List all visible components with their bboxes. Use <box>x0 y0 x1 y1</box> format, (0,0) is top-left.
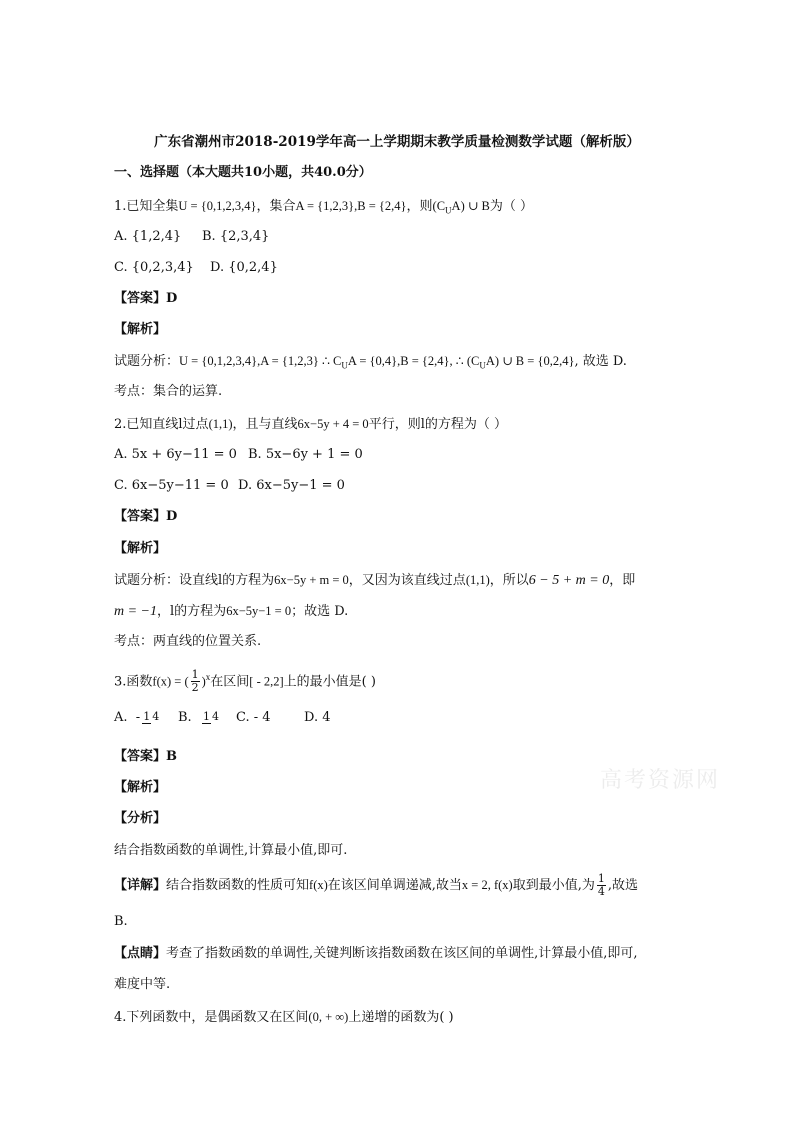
option-a: A. {1,2,4} <box>114 229 182 244</box>
option-b: B. 1 4 <box>178 710 219 725</box>
question-2-options-cd <box>114 477 754 495</box>
question-2-solution-line-2: m = −1，l的方程为6x−5y−1 = 0；故选 D. <box>114 604 349 619</box>
option-b: B. {2,3,4} <box>202 229 270 244</box>
question-3-comment-continued: 难度中等. <box>114 977 171 992</box>
question-1-analysis-label: 【解析】 <box>114 322 167 337</box>
option-b: B. 5x−6y + 1 = 0 <box>248 447 363 462</box>
question-3-fenxi-text: 结合指数函数的单调性,计算最小值,即可. <box>114 843 348 858</box>
page-title: 广东省潮州市2018-2019学年高一上学期期末教学质量检测数学试题（解析版） <box>154 134 640 150</box>
question-2-stem: 2.已知直线l过点(1,1)，且与直线6x−5y + 4 = 0平行，则l的方程为（ ） <box>114 417 507 432</box>
fraction: $\frac{1}{2}$ <box>191 668 199 695</box>
question-3-fenxi-label: 【分析】 <box>114 811 167 826</box>
option-d: D. 4 <box>304 710 331 725</box>
question-1-solution: 试题分析：U = {0,1,2,3,4},A = {1,2,3} ∴ $C_UA = \{0,4\},B = \{2,4\}$, ∴ $(C_UA)$ ∪ B = {0,2,4}, 故选 D. <box>114 354 627 371</box>
option-c: C. {0,2,3,4} <box>114 260 194 275</box>
question-3-answer: 【答案】B <box>114 749 177 764</box>
question-2-solution-line-1: 试题分析：设直线l的方程为6x−5y + m = 0，又因为该直线过点(1,1)，所以6 − 5 + m = 0，即 <box>114 573 636 588</box>
question-1-point: 考点：集合的运算. <box>114 384 223 399</box>
question-2-analysis-label: 【解析】 <box>114 541 167 556</box>
option-c: C. - 4 <box>236 710 271 725</box>
question-3-analysis-label: 【解析】 <box>114 780 167 795</box>
question-3-detail: 【详解】结合指数函数的性质可知f(x)在该区间单调递减,故当x = 2, f(x)取到最小值,为 $\frac{1}{4}$ ,故选 <box>114 872 638 898</box>
question-3-options <box>114 703 754 733</box>
section-heading: 一、选择题（本大题共10小题，共40.0分） <box>114 165 372 180</box>
question-3-stem: 3.函数f(x) = ( $\frac{1}{2}$ )$^x$在区间[ - 2,2]上的最小值是( ) <box>114 668 376 695</box>
question-4-stem: 4.下列函数中，是偶函数又在区间(0, + ∞)上递增的函数为( ) <box>114 1010 454 1025</box>
question-1-stem: 1.已知全集U = {0,1,2,3,4}，集合A = {1,2,3},B = {2,4}，则$(C_UA)$ ∪ B为（ ） <box>114 199 533 216</box>
watermark: 高考资源网 <box>600 768 721 793</box>
question-1-answer: 【答案】D <box>114 291 178 306</box>
option-a: A. - 1 4 <box>114 710 160 725</box>
option-d: D. {0,2,4} <box>210 260 278 275</box>
question-2-options-ab <box>114 446 754 464</box>
question-1-options-cd <box>114 259 754 277</box>
question-2-answer: 【答案】D <box>114 509 178 524</box>
option-d: D. 6x−5y−1 = 0 <box>238 478 345 493</box>
question-3-detail-continued: B. <box>114 914 128 929</box>
question-1-options-ab <box>114 228 754 246</box>
question-3-comment: 【点睛】考查了指数函数的单调性,关键判断该指数函数在该区间的单调性,计算最小值,即可, <box>114 946 638 961</box>
question-2-point: 考点：两直线的位置关系. <box>114 634 262 649</box>
option-a: A. 5x + 6y−11 = 0 <box>114 447 237 462</box>
option-c: C. 6x−5y−11 = 0 <box>114 478 229 493</box>
